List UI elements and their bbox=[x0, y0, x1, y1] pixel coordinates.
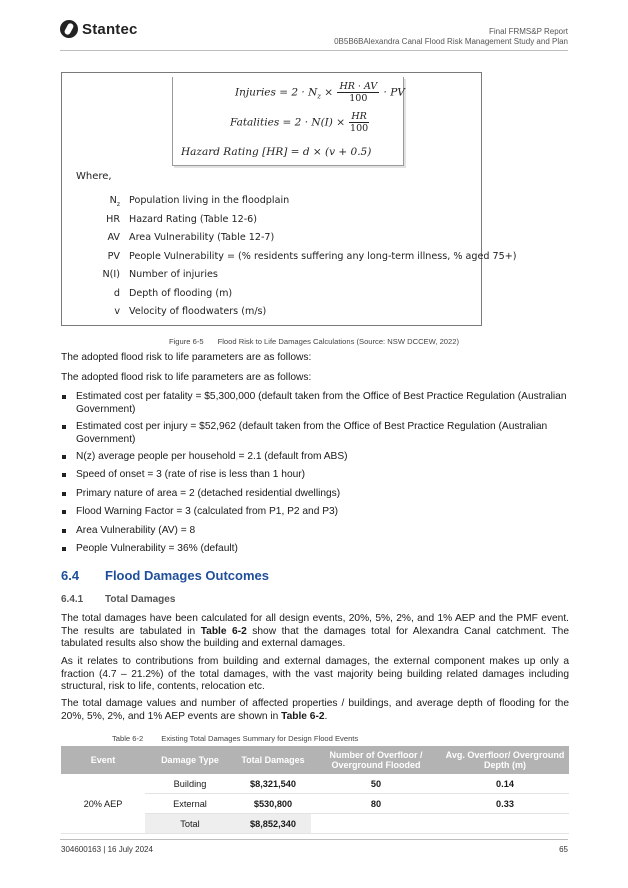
list-item-text: Flood Warning Factor = 3 (calculated from P1, P2 and P3) bbox=[76, 506, 339, 517]
table-reference: Table 6-2 bbox=[281, 710, 325, 722]
definition-text: Depth of flooding (m) bbox=[129, 288, 233, 299]
intro-paragraph-2: The adopted flood risk to life parameters are as follows: bbox=[61, 372, 312, 383]
event-cell: 20% AEP bbox=[61, 774, 145, 834]
table-header-row bbox=[61, 746, 569, 774]
fatalities-lhs: Fatalities = 2 · N(I) × bbox=[230, 116, 349, 129]
damage-type-cell: Building bbox=[145, 774, 235, 794]
figure-caption-label: Figure 6-5 bbox=[168, 337, 204, 346]
list-item-text: People Vulnerability = 36% (default) bbox=[76, 543, 238, 554]
list-item bbox=[61, 391, 569, 416]
report-header bbox=[334, 27, 568, 47]
section-heading bbox=[61, 568, 269, 583]
page-number: 65 bbox=[559, 845, 568, 854]
depth-cell bbox=[441, 814, 569, 834]
definition-symbol: AV bbox=[107, 232, 120, 243]
definition-symbol: v bbox=[114, 306, 120, 317]
injuries-tail: · PV bbox=[380, 86, 405, 99]
total-cell: $8,852,340 bbox=[235, 814, 311, 834]
fatalities-denominator: 100 bbox=[350, 123, 369, 134]
definition-text: Population living in the floodplain bbox=[129, 195, 290, 206]
depth-cell: 0.33 bbox=[441, 794, 569, 814]
definition-symbol: d bbox=[113, 288, 120, 299]
header-flooded-count: Number of Overfloor / Overground Flooded bbox=[311, 746, 441, 774]
bullet-icon bbox=[62, 492, 66, 496]
header-avg-depth: Avg. Overfloor/ Overground Depth (m) bbox=[441, 746, 569, 774]
definition-text: Velocity of floodwaters (m/s) bbox=[129, 306, 267, 317]
definition-text: Hazard Rating (Table 12-6) bbox=[129, 214, 258, 225]
total-damages-paragraph bbox=[61, 613, 569, 651]
damage-type-cell: Total bbox=[145, 814, 235, 834]
damages-table bbox=[61, 746, 569, 834]
damage-type-cell: External bbox=[145, 794, 235, 814]
list-item bbox=[61, 488, 569, 501]
definition-symbol: PV bbox=[107, 251, 120, 262]
injuries-sub: z bbox=[317, 92, 321, 101]
bullet-icon bbox=[62, 425, 66, 429]
hazard-equation: Hazard Rating [HR] = d × (v + 0.5) bbox=[181, 146, 372, 158]
stantec-logo bbox=[60, 20, 138, 38]
definition-text: Number of injuries bbox=[129, 269, 218, 280]
header-damage-type: Damage Type bbox=[145, 746, 235, 774]
list-item-text: Estimated cost per fatality = $5,300,000 (default taken from the Office of Best Practice Regulation (Australian Government) bbox=[76, 391, 567, 415]
table-caption bbox=[112, 734, 358, 743]
report-title: Final FRMS&P Report bbox=[489, 27, 568, 36]
definition-symbol-sub: z bbox=[116, 200, 120, 208]
section-number: 6.4 bbox=[61, 568, 80, 583]
contributions-paragraph: As it relates to contributions from building and external damages, the external component makes up only a fraction (4.7 – 21.2%) of the total damages, with the vast majority being building related damages including structural, risk to life, contents, relocation etc. bbox=[61, 656, 569, 693]
header-event: Event bbox=[61, 746, 145, 774]
stantec-logo-icon bbox=[60, 20, 78, 38]
damage-values-paragraph bbox=[61, 698, 569, 723]
total-cell: $8,321,540 bbox=[235, 774, 311, 794]
table-caption-label: Table 6-2 bbox=[112, 734, 144, 743]
bullet-icon bbox=[62, 395, 66, 399]
definition-symbol: N(I) bbox=[102, 269, 120, 280]
formula-figure bbox=[61, 72, 517, 326]
list-item bbox=[61, 469, 569, 482]
list-item-text: Area Vulnerability (AV) = 8 bbox=[76, 525, 196, 536]
fatalities-numerator: HR bbox=[351, 111, 367, 122]
subsection-title: Total Damages bbox=[105, 594, 176, 605]
definition-text: People Vulnerability = (% residents suffering any long-term illness, % aged 75+) bbox=[129, 251, 517, 262]
injuries-denominator: 100 bbox=[349, 93, 368, 104]
header-total-damages: Total Damages bbox=[235, 746, 311, 774]
table-row bbox=[61, 774, 569, 794]
report-subtitle: 0B5B6BAlexandra Canal Flood Risk Management Study and Plan bbox=[334, 37, 568, 46]
bullet-icon bbox=[62, 455, 66, 459]
injuries-equation bbox=[235, 81, 405, 104]
count-cell: 50 bbox=[311, 774, 441, 794]
list-item bbox=[61, 421, 569, 446]
footer-divider bbox=[60, 839, 568, 840]
list-item bbox=[61, 525, 569, 538]
equation-box bbox=[172, 77, 404, 166]
list-item-text: Speed of onset = 3 (rate of rise is less than 1 hour) bbox=[76, 469, 306, 480]
subsection-heading bbox=[61, 594, 175, 605]
injuries-fraction bbox=[337, 81, 379, 104]
total-cell: $530,800 bbox=[235, 794, 311, 814]
para-1-text-a: The total damages have been calculated for all design events, 20%, 5%, 2%, and 1% AEP and the PMF event. The results are tabulated in bbox=[61, 613, 569, 637]
list-item bbox=[61, 543, 569, 556]
definition-text: Area Vulnerability (Table 12-7) bbox=[129, 232, 275, 243]
count-cell bbox=[311, 814, 441, 834]
list-item-text: Primary nature of area = 2 (detached residential dwellings) bbox=[76, 488, 341, 499]
bullet-icon bbox=[62, 510, 66, 514]
table-reference: Table 6-2 bbox=[200, 625, 247, 637]
footer-doc-info: 304600163 | 16 July 2024 bbox=[61, 845, 153, 854]
table-caption-text: Existing Total Damages Summary for Design Flood Events bbox=[161, 734, 359, 743]
injuries-times: × bbox=[320, 86, 337, 99]
bullet-icon bbox=[62, 473, 66, 477]
list-item-text: Estimated cost per injury = $52,962 (default taken from the Office of Best Practice Regulation (Australian Government) bbox=[76, 421, 548, 445]
logo-text: Stantec bbox=[82, 20, 138, 38]
figure-caption-text: Flood Risk to Life Damages Calculations (Source: NSW DCCEW, 2022) bbox=[217, 337, 460, 346]
para-3-text-a: The total damage values and number of affected properties / buildings, and average depth of flooding for the 20%, 5%, 2%, and 1% AEP events are shown in bbox=[61, 698, 569, 722]
definition-symbol: HR bbox=[106, 214, 120, 225]
where-label: Where, bbox=[76, 171, 112, 182]
count-cell: 80 bbox=[311, 794, 441, 814]
fatalities-equation bbox=[230, 111, 370, 134]
definition-symbol-wrap bbox=[110, 195, 120, 208]
list-item bbox=[61, 451, 569, 464]
bullet-icon bbox=[62, 547, 66, 551]
section-title: Flood Damages Outcomes bbox=[105, 568, 269, 583]
para-3-text-b: . bbox=[324, 710, 328, 722]
subsection-number: 6.4.1 bbox=[61, 594, 84, 605]
injuries-lhs: Injuries = 2 · N bbox=[235, 86, 318, 99]
injuries-numerator: HR · AV bbox=[339, 81, 378, 92]
para-1-text-b: show that the damages total for Alexandra Canal catchment. The tabulated results also show the building and external damages. bbox=[61, 625, 569, 650]
header-divider bbox=[60, 50, 568, 51]
definition-symbol: N bbox=[109, 195, 117, 206]
depth-cell: 0.14 bbox=[441, 774, 569, 794]
figure-caption bbox=[0, 337, 628, 346]
list-item bbox=[61, 506, 569, 519]
intro-paragraph-1: The adopted flood risk to life parameters are as follows: bbox=[61, 352, 312, 363]
fatalities-fraction bbox=[349, 111, 368, 134]
list-item-text: N(z) average people per household = 2.1 (default from ABS) bbox=[76, 451, 348, 462]
bullet-icon bbox=[62, 529, 66, 533]
